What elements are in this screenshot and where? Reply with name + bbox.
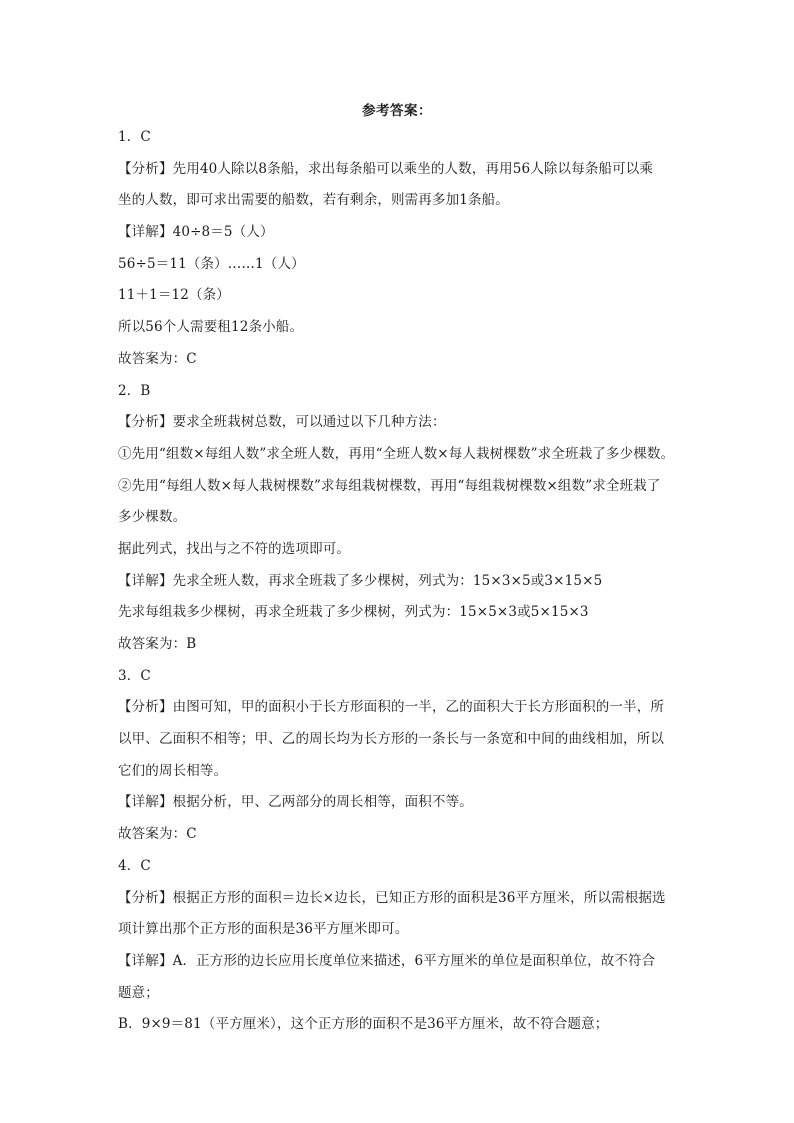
text-line: 【分析】先用40人除以8条船，求出每条船可以乘坐的人数，再用56人除以每条船可以乘 [118,160,654,177]
page-title: 参考答案： [362,103,432,119]
text-line: 4．C [118,857,151,874]
text-line: 多少棵数。 [118,509,187,526]
text-line: 【详解】40÷8＝5（人） [118,224,274,241]
text-line: ①先用“组数×每组人数”求全班人数，再用“全班人数×每人栽树棵数”求全班栽了多少棵数。 [118,445,675,462]
text-line: B．9×9＝81（平方厘米），这个正方形的面积不是36平方厘米，故不符合题意； [118,1016,609,1033]
text-line: 故答案为：B [118,636,197,652]
text-line: 先求每组栽多少棵树，再求全班栽了多少棵树，列式为：15×5×3或5×15×3 [118,604,589,621]
text-line: 以甲、乙面积不相等；甲、乙的周长均为长方形的一条长与一条宽和中间的曲线相加，所以 [118,731,664,748]
text-line: 【详解】根据分析，甲、乙两部分的周长相等，面积不等。 [118,794,473,811]
text-line: 据此列式，找出与之不符的选项即可。 [118,540,351,557]
text-line: 11＋1＝12（条） [118,287,230,304]
text-line: 【分析】根据正方形的面积＝边长×边长，已知正方形的面积是36平方厘米，所以需根据选 [118,889,666,906]
answer-content [118,122,678,1041]
text-line: 【详解】先求全班人数，再求全班栽了多少棵树，列式为：15×3×5或3×15×5 [118,572,603,589]
text-line: 1．C [118,129,151,145]
text-line: ②先用“每组人数×每人栽树棵数”求每组栽树棵数，再用“每组栽树棵数×组数”求全班栽了 [118,477,661,494]
text-line: 56÷5＝11（条）……1（人） [118,255,305,272]
text-line: 3．C [118,667,151,684]
text-line: 2．B [118,382,151,399]
text-line: 项计算出那个正方形的面积是36平方厘米即可。 [118,921,409,938]
text-line: 故答案为：C [118,826,197,843]
text-line: 【详解】A．正方形的边长应用长度单位来描述，6平方厘米的单位是面积单位，故不符合 [118,952,656,969]
text-line: 所以56个人需要租12条小船。 [118,319,304,336]
text-line: 故答案为：C [118,350,197,367]
text-line: 【分析】要求全班栽树总数，可以通过以下几种方法： [118,414,446,431]
text-line: 【分析】由图可知，甲的面积小于长方形面积的一半，乙的面积大于长方形面积的一半，所 [118,699,664,716]
text-line: 坐的人数，即可求出需要的船数，若有剩余，则需再多加1条船。 [118,192,509,209]
text-line: 题意； [118,984,159,1001]
text-line: 它们的周长相等。 [118,762,228,779]
